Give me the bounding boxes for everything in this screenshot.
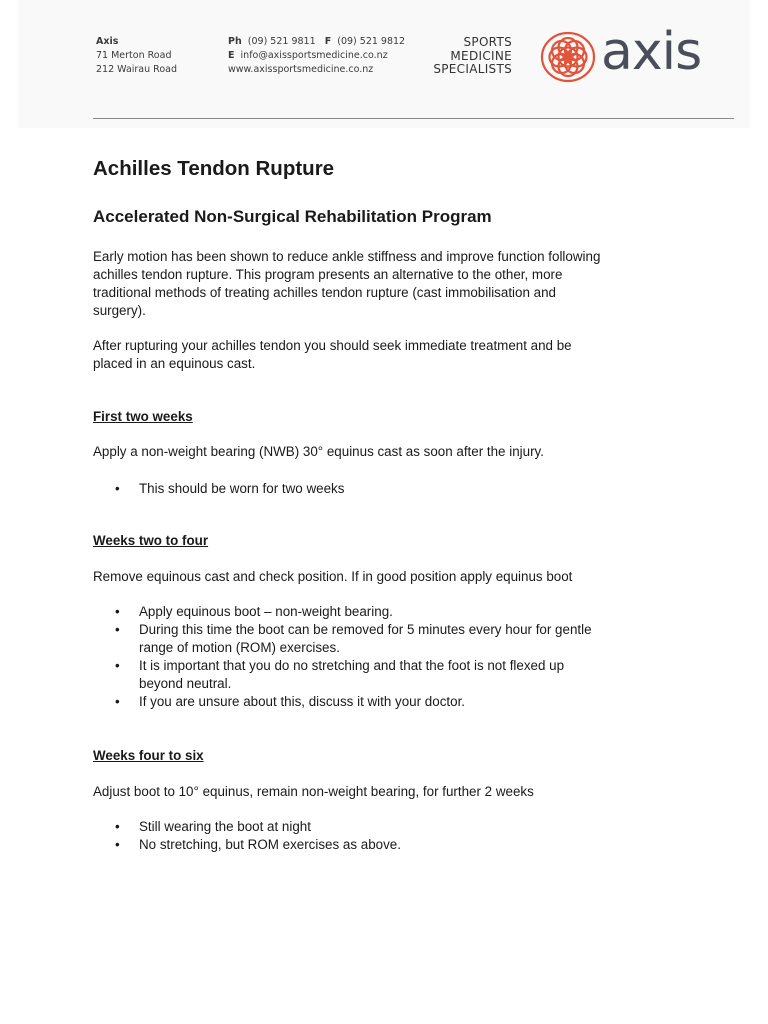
tagline	[416, 36, 512, 77]
axis-logo-icon	[540, 31, 596, 83]
list-item: • If you are unsure about this, discuss it with your doctor.	[93, 693, 653, 711]
contact-details	[228, 35, 405, 77]
email-line	[228, 49, 405, 63]
list-item: • No stretching, but ROM exercises as above.	[93, 836, 653, 854]
list-item: • Still wearing the boot at night	[93, 818, 653, 836]
section-heading-weeks-two-to-four: Weeks two to four	[93, 533, 209, 548]
phone-label: Ph	[228, 36, 242, 47]
intro-paragraph	[93, 248, 653, 320]
tagline-line-3: SPECIALISTS	[433, 62, 512, 76]
fax-label: F	[324, 36, 332, 47]
intro2-line: placed in an equinous cast.	[93, 356, 256, 371]
fax-number: (09) 521 9812	[337, 36, 406, 47]
axis-logo-text: axis	[601, 22, 702, 82]
bullet-list	[93, 603, 653, 711]
email-label: E	[228, 50, 235, 61]
list-item: • Apply equinous boot – non-weight bearing.	[93, 603, 653, 621]
section-heading-first-two-weeks: First two weeks	[93, 409, 193, 424]
bullet-list	[93, 818, 653, 854]
intro-line: achilles tendon rupture. This program presents an alternative to the other, more	[93, 267, 563, 282]
intro2-line: After rupturing your achilles tendon you should seek immediate treatment and be	[93, 338, 572, 353]
document-body	[93, 155, 653, 852]
header-divider	[93, 118, 734, 119]
section-heading-weeks-four-to-six: Weeks four to six	[93, 748, 204, 763]
list-item: • During this time the boot can be removed for 5 minutes every hour for gentle range of motion (ROM) exercises.	[93, 621, 653, 657]
section-text: Remove equinous cast and check position. If in good position apply equinus boot	[93, 569, 573, 584]
list-item: • It is important that you do no stretching and that the foot is not flexed up beyond neutral.	[93, 657, 653, 693]
bullet-list	[93, 480, 653, 498]
company-name: Axis	[96, 36, 119, 47]
phone-fax-line	[228, 35, 405, 49]
document-subtitle: Accelerated Non-Surgical Rehabilitation Program	[93, 207, 492, 226]
intro-paragraph-2	[93, 337, 653, 373]
document-title: Achilles Tendon Rupture	[93, 157, 335, 180]
phone-number: (09) 521 9811	[247, 36, 316, 47]
intro-line: Early motion has been shown to reduce ankle stiffness and improve function following	[93, 249, 601, 264]
tagline-line-2: MEDICINE	[450, 48, 512, 63]
address-line-1: 71 Merton Road	[96, 50, 172, 61]
intro-line: traditional methods of treating achilles tendon rupture (cast immobilisation and	[93, 285, 556, 300]
intro-line: surgery).	[93, 303, 146, 318]
section-text: Apply a non-weight bearing (NWB) 30° equinus cast as soon after the injury.	[93, 444, 544, 459]
website: www.axissportsmedicine.co.nz	[228, 64, 374, 75]
list-item: • This should be worn for two weeks	[93, 480, 653, 498]
address-line-2: 212 Wairau Road	[96, 64, 178, 75]
email-address: info@axissportsmedicine.co.nz	[240, 50, 388, 61]
tagline-line-1: SPORTS	[463, 35, 512, 49]
section-text: Adjust boot to 10° equinus, remain non-weight bearing, for further 2 weeks	[93, 784, 534, 799]
company-address	[96, 35, 177, 77]
